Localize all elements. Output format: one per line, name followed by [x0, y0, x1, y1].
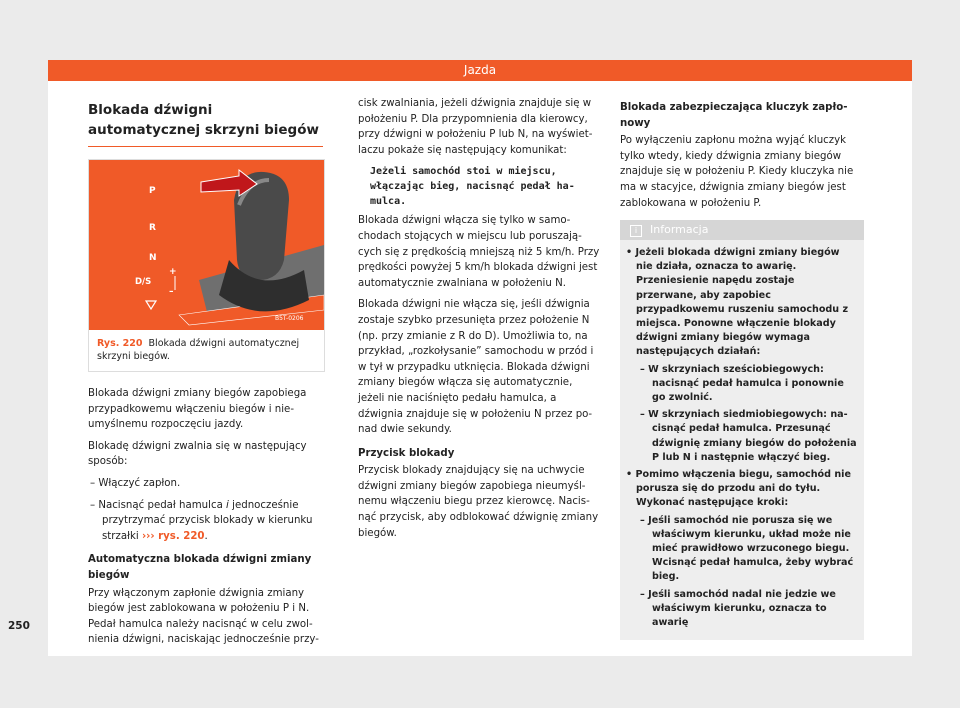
gear-label-r: R: [149, 223, 156, 233]
gear-label-n: N: [149, 253, 157, 263]
info-icon: i: [630, 225, 642, 237]
paragraph: Po wyłączeniu zapłonu można wyjąć kluczyk tylko wtedy, kiedy dźwignia zmiany biegów znajduje się w położeniu P. Kiedy kluczyka nie ma w stacyjce, dźwignia zmiany biegów jest zablokowana w położeniu P.: [620, 135, 854, 209]
paragraph: Blokada dźwigni zmiany biegów zapobiega przypadkowemu włączeniu biegów i nieumyślnemu rozpoczęciu jazdy.: [88, 388, 307, 431]
page-number: 250: [8, 620, 30, 632]
column-middle: [358, 96, 600, 547]
column-right: [620, 96, 864, 217]
info-title: Informacja: [650, 223, 709, 236]
caption-text: Blokada dźwigni automatycznej skrzyni biegów.: [97, 338, 300, 362]
manual-page: [48, 60, 912, 656]
paragraph: Blokada dźwigni nie włącza się, jeśli dźwignia zostaje szybko przesunięta przez położenie N (np. przy zmianie z R do D). Umożliwia to, na przykład, „rozkołysanie” samochodu w przód i w tył w przypadku utknięcia. Blokada dźwigni zmiany biegów włącza się automatycznie, jeżeli nie naciśnięto pedału hamulca, a dźwignia znajduje się w położeniu N przez ponad dwie sekundy.: [358, 299, 594, 436]
paragraph: cisk zwalniania, jeżeli dźwignia znajduje się w położeniu P. Dla przypomnienia dla kierowcy, przy dźwigni w położeniu P lub N, na wyświetlaczu pokaże się następujący komunikat:: [358, 98, 593, 156]
step-item: [88, 498, 323, 545]
info-box: [620, 220, 864, 640]
info-subbullet: – Jeśli samochód nadal nie jedzie we właściwym kierunku, oznacza to awarię: [640, 588, 836, 629]
display-message: Jeżeli samochód stoi w miejscu, włączając bieg, nacisnąć pedał hamulca.: [370, 166, 575, 208]
step-text: .: [204, 530, 208, 542]
gear-label-plus: +: [169, 267, 177, 277]
subheading: Blokada zabezpieczająca kluczyk zapłonowy: [620, 102, 848, 129]
subheading: Automatyczna blokada dźwigni zmiany biegów: [88, 554, 312, 581]
step-text: – Nacisnąć pedał hamulca: [90, 499, 227, 511]
info-bullet: • Jeżeli blokada dźwigni zmiany biegów nie działa, oznacza to awarię. Przeniesienie napędu zostaje przerwane, aby zapobiec przypadkowemu ruszeniu samochodu z miejsca. Ponowne włączenie blokady dźwigni zmiany biegów wymaga następujących działań:: [626, 247, 849, 358]
section-header: Jazda: [48, 60, 912, 81]
section-heading: Blokada dźwigni automatycznej skrzyni biegów: [88, 102, 319, 138]
paragraph: Przycisk blokady znajdujący się na uchwycie dźwigni zmiany biegów zapobiega nieumyślnemu włączeniu biegu przez kierowcę. Nacisnąć przycisk, aby odblokować dźwignię zmiany biegów.: [358, 465, 599, 539]
figure-caption: [89, 330, 324, 371]
paragraph: Blokadę dźwigni zwalnia się w następujący sposób:: [88, 440, 307, 468]
info-header: [620, 220, 864, 240]
gear-label-ds: D/S: [135, 277, 152, 287]
info-subbullet: – W skrzyniach sześciobiegowych: nacisnąć pedał hamulca i ponownie go zwolnić.: [640, 363, 844, 404]
heading-rule: [88, 146, 323, 147]
subheading: Przycisk blokady: [358, 447, 455, 459]
figure-code: B5T-0206: [275, 315, 304, 322]
step-italic: i: [226, 499, 229, 511]
gear-label-minus: –: [169, 287, 174, 297]
figure-220: [88, 159, 325, 372]
info-subbullet: – Jeśli samochód nie porusza się we właściwym kierunku, układ może nie mieć prawidłowo wrzuconego biegu. Wcisnąć pedał hamulca, żeby wybrać bieg.: [640, 514, 854, 583]
figure-link[interactable]: ››› rys. 220: [141, 530, 205, 542]
info-subbullet: – W skrzyniach siedmiobiegowych: nacisnąć pedał hamulca. Przesunąć dźwignię zmiany biegów do położenia P lub N i następnie włączyć bieg.: [640, 409, 857, 463]
step-item: – Włączyć zapłon.: [90, 477, 181, 489]
info-bullet: • Pomimo włączenia biegu, samochód nie porusza się do przodu ani do tyłu. Wykonać następujące kroki:: [626, 469, 851, 509]
column-left: [88, 96, 323, 654]
gear-lever-illustration: [89, 160, 324, 330]
paragraph: Blokada dźwigni włącza się tylko w samochodach stojących w miejscu lub poruszających się z prędkością mniejszą niż 5 km/h. Przy prędkości powyżej 5 km/h blokada dźwigni jest automatycznie zwalniana w położeniu N.: [358, 215, 600, 289]
figure-ref: Rys. 220: [97, 338, 143, 349]
gear-lever-drawing: [89, 160, 324, 330]
info-body: [620, 240, 864, 630]
step-text: jednocześnie przytrzymać przycisk blokady w kierunku strzałki: [102, 499, 313, 542]
gear-label-p: P: [149, 186, 156, 196]
paragraph: Przy włączonym zapłonie dźwignia zmiany biegów jest zablokowana w położeniu P i N. Pedał hamulca należy nacisnąć w celu zwolnienia dźwigni, naciskając jednocześnie przy-: [88, 587, 319, 646]
